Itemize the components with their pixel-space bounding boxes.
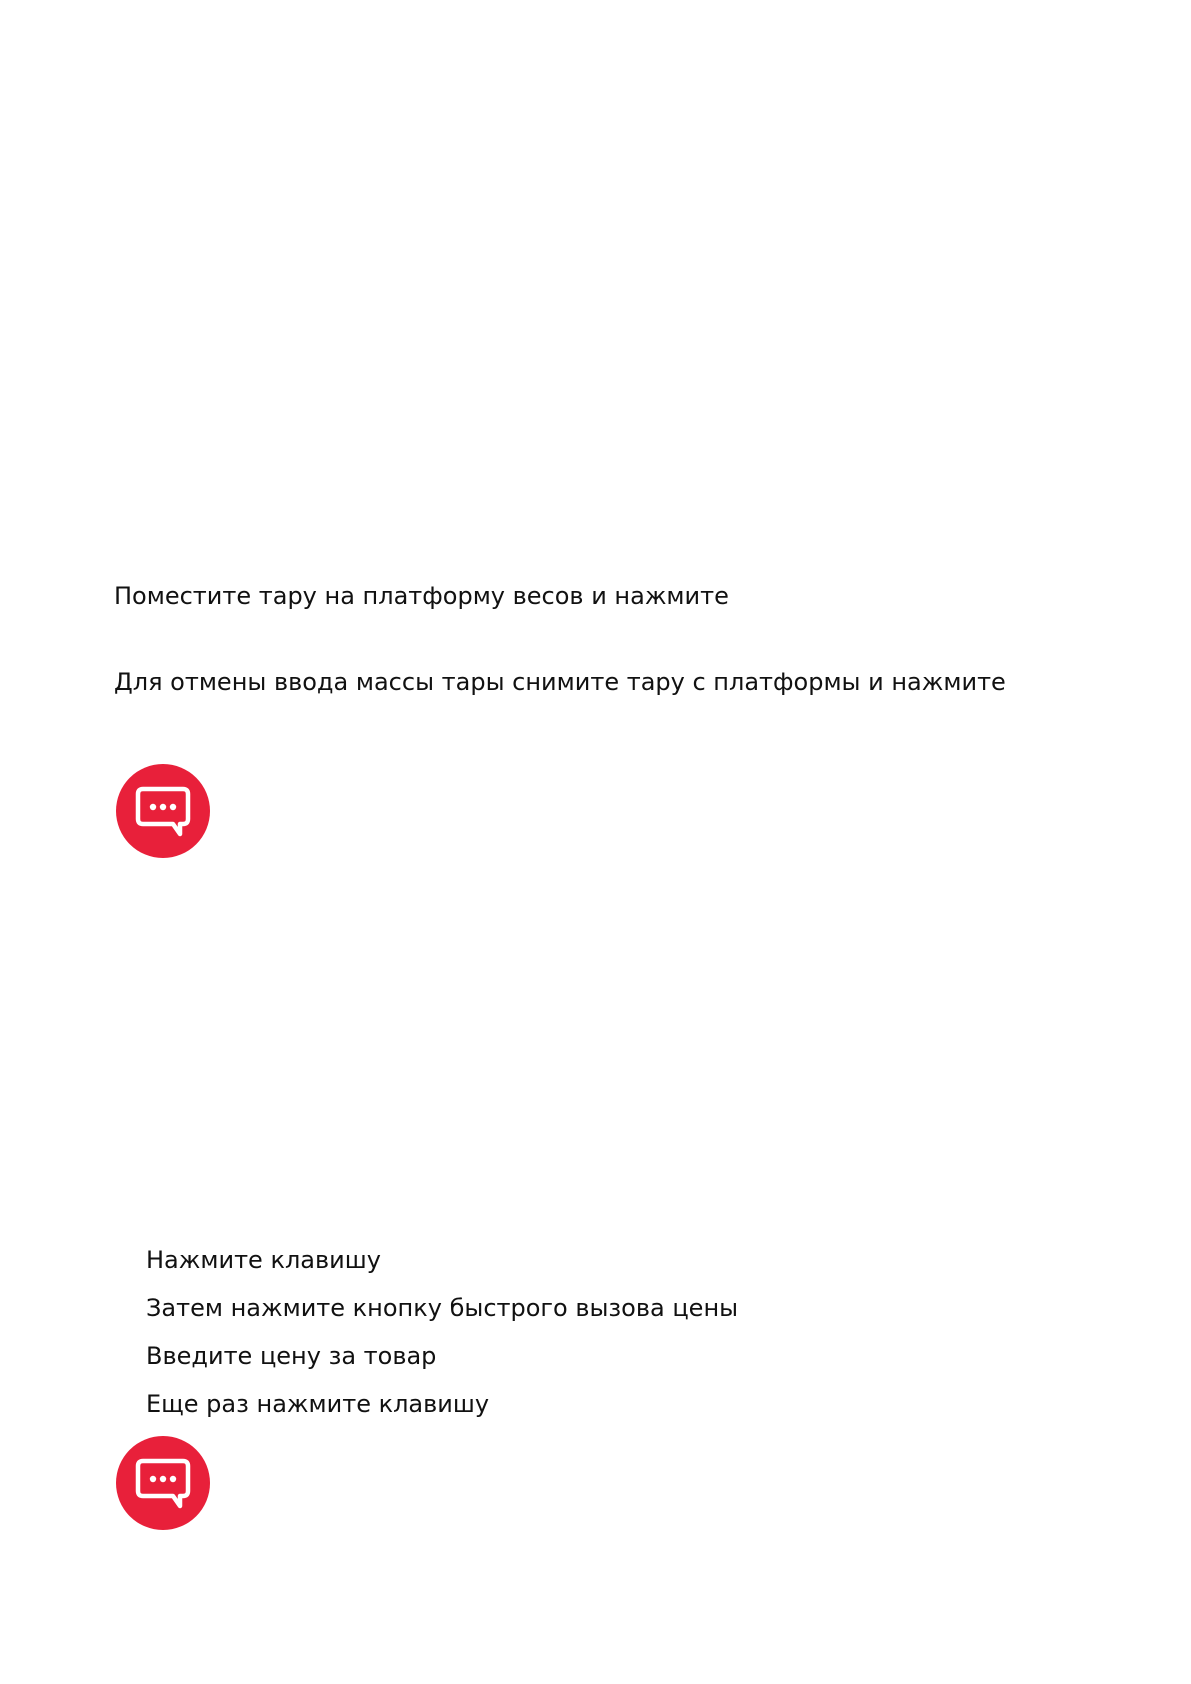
place-tare-instruction: Поместите тару на платформу весов и нажмите xyxy=(114,582,729,610)
chat-bubble-icon xyxy=(116,764,210,858)
chat-bubble-icon xyxy=(116,1436,210,1530)
step-enter-price: Введите цену за товар xyxy=(146,1342,437,1370)
cancel-tare-instruction: Для отмены ввода массы тары снимите тару с платформы и нажмите xyxy=(114,668,1006,696)
step-press-key-again: Еще раз нажмите клавишу xyxy=(146,1390,490,1418)
step-press-key: Нажмите клавишу xyxy=(146,1246,381,1274)
step-quick-price-button: Затем нажмите кнопку быстрого вызова цены xyxy=(146,1294,739,1322)
